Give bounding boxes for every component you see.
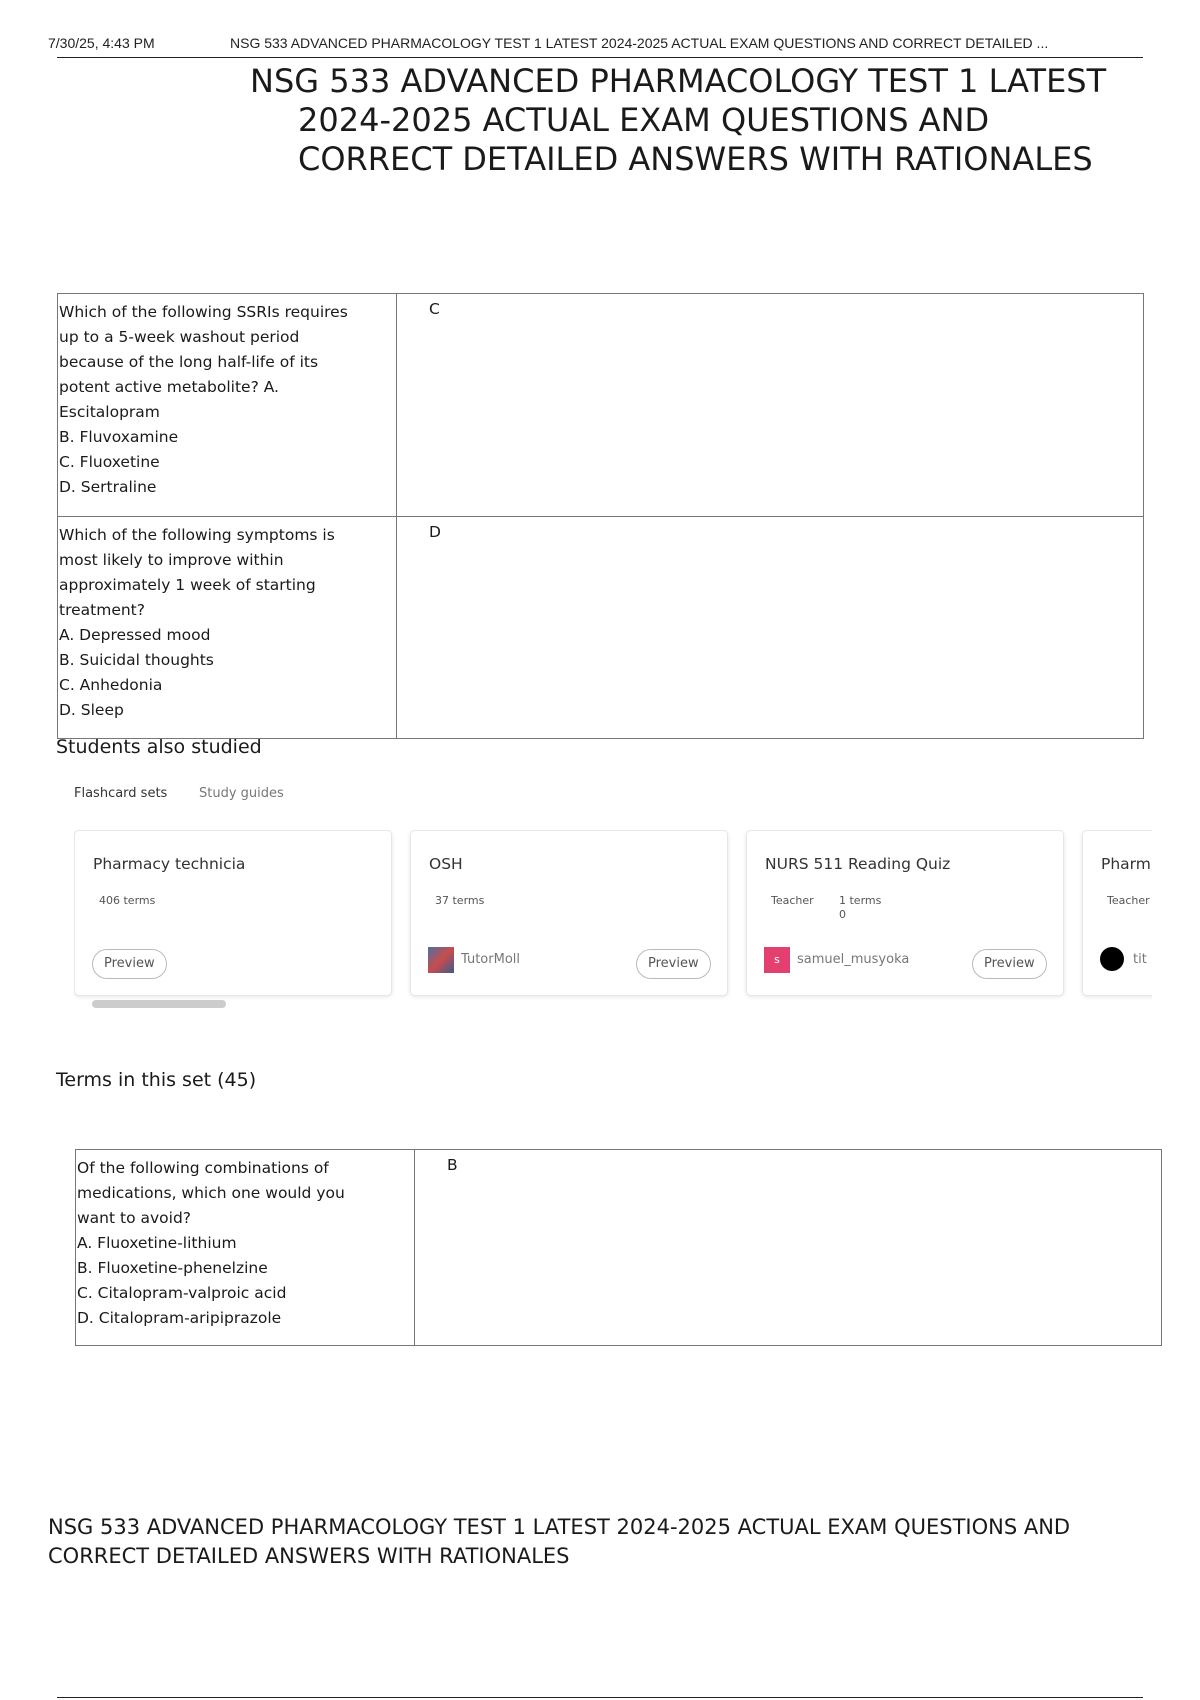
footer-document-title: NSG 533 ADVANCED PHARMACOLOGY TEST 1 LATEST 2024-2025 ACTUAL EXAM QUESTIONS AND CORRECT DETAILED ANSWERS WITH RATIONALES <box>48 1515 1071 1568</box>
flashcard-question: Of the following combinations of medications, which one would you want to avoid? A. Fluoxetine-lithium B. Fluoxetine-phenelzine C. Citalopram-valproic acid D. Citalopram-aripiprazole <box>76 1150 415 1346</box>
study-set-title[interactable]: Pharm <box>1101 855 1151 873</box>
flashcard-row <box>76 1150 1162 1346</box>
user-avatar <box>1100 947 1124 971</box>
flashcard-row <box>58 294 1144 517</box>
teacher-badge: Teacher <box>771 894 814 907</box>
tab-flashcard-sets[interactable]: Flashcard sets <box>74 786 168 801</box>
user-avatar: s <box>764 947 790 973</box>
study-set-card[interactable] <box>746 830 1064 996</box>
study-set-terms-count: 406 terms <box>99 894 156 907</box>
study-set-card[interactable] <box>1082 830 1152 996</box>
page-title <box>250 62 1150 179</box>
user-avatar <box>428 947 454 973</box>
study-set-card[interactable] <box>74 830 392 996</box>
study-set-title[interactable]: NURS 511 Reading Quiz <box>765 855 951 873</box>
page-title-line1: NSG 533 ADVANCED PHARMACOLOGY TEST 1 LATEST <box>250 62 1107 100</box>
students-also-studied-heading: Students also studied <box>56 736 262 758</box>
user-name[interactable]: samuel_musyoka <box>797 952 910 967</box>
study-set-terms-count: 37 terms <box>435 894 485 907</box>
preview-button[interactable]: Preview <box>92 949 167 979</box>
carousel-scrollbar-thumb[interactable] <box>92 1000 226 1008</box>
flashcard-table <box>57 293 1144 739</box>
page-title-line2: 2024-2025 ACTUAL EXAM QUESTIONS AND <box>298 101 990 139</box>
preview-button[interactable]: Preview <box>636 949 711 979</box>
carousel-scrollbar-track[interactable] <box>74 1000 1152 1008</box>
page-title-line3: CORRECT DETAILED ANSWERS WITH RATIONALES <box>298 140 1093 178</box>
study-set-card[interactable] <box>410 830 728 996</box>
tab-study-guides[interactable]: Study guides <box>199 786 284 801</box>
flashcard-row <box>58 517 1144 739</box>
print-datetime: 7/30/25, 4:43 PM <box>48 35 155 51</box>
flashcard-answer: B <box>415 1150 1162 1346</box>
footer-divider <box>57 1697 1143 1698</box>
flashcard-table <box>75 1149 1162 1346</box>
flashcard-question: Which of the following symptoms is most likely to improve within approximately 1 week of starting treatment? A. Depressed mood B. Suicidal thoughts C. Anhedonia D. Sleep <box>58 517 397 739</box>
user-name[interactable]: tit <box>1133 952 1147 967</box>
user-name[interactable]: TutorMoll <box>461 952 520 967</box>
print-header-title: NSG 533 ADVANCED PHARMACOLOGY TEST 1 LATEST 2024-2025 ACTUAL EXAM QUESTIONS AND CORRECT DETAILED ... <box>230 35 1049 51</box>
teacher-badge: Teacher <box>1107 894 1150 907</box>
terms-in-set-heading: Terms in this set (45) <box>56 1069 257 1091</box>
header-divider <box>57 57 1143 58</box>
study-set-carousel[interactable] <box>74 830 1152 1010</box>
flashcard-answer: D <box>397 517 1144 739</box>
flashcard-answer: C <box>397 294 1144 517</box>
flashcard-question: Which of the following SSRIs requires up to a 5-week washout period because of the long half-life of its potent active metabolite? A. Escitalopram B. Fluvoxamine C. Fluoxetine D. Sertraline <box>58 294 397 517</box>
study-set-title[interactable]: Pharmacy technicia <box>93 855 246 873</box>
preview-button[interactable]: Preview <box>972 949 1047 979</box>
study-set-title[interactable]: OSH <box>429 855 463 873</box>
study-set-terms-count: 1 terms 0 <box>839 894 882 921</box>
